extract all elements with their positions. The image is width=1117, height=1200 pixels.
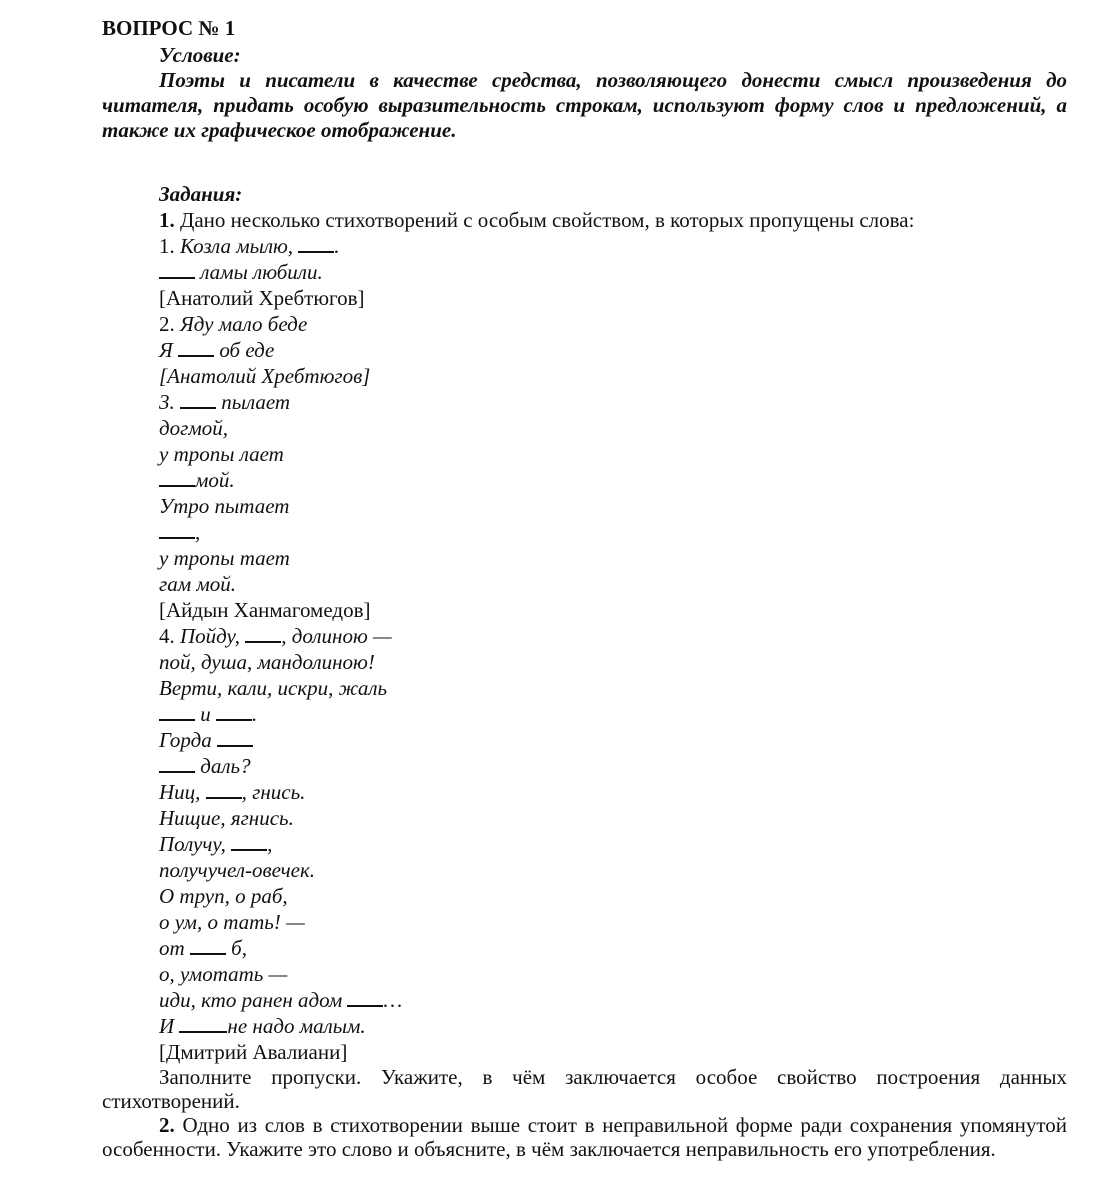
poem1-author: [Анатолий Хребтюгов] bbox=[159, 286, 365, 310]
poem4-line8: Нищие, ягнись. bbox=[159, 806, 294, 830]
blank bbox=[159, 753, 195, 773]
blank bbox=[298, 233, 334, 253]
poem3-author: [Айдын Ханмагомедов] bbox=[159, 598, 371, 622]
poem1-line2: ламы любили. bbox=[102, 259, 1067, 285]
poem4-line9: Получу, , bbox=[159, 832, 273, 856]
poem3-line7: у тропы тает bbox=[159, 546, 290, 570]
poem4-line1: 4. Пойду, , долиною — bbox=[159, 624, 392, 648]
blank bbox=[159, 519, 195, 539]
task2-text: Одно из слов в стихотворении выше стоит в неправильной форме ради сохранения упомянутой особенности. Укажите это слово и объясните, в чём заключается неправильность его употребления. bbox=[102, 1113, 1067, 1161]
blank bbox=[217, 727, 253, 747]
poem4-line13: от б, bbox=[159, 936, 247, 960]
poem4-line4: и . bbox=[102, 701, 1067, 727]
poem2-author: [Анатолий Хребтюгов] bbox=[159, 364, 371, 388]
poem2-line2: Я об еде bbox=[159, 338, 275, 362]
poem4-line7: Ниц, , гнись. bbox=[159, 780, 306, 804]
task1-question: Заполните пропуски. Укажите, в чём заключается особое свойство построения данных стихотворений. bbox=[102, 1065, 1067, 1113]
blank bbox=[245, 623, 281, 643]
poem3-line3: у тропы лает bbox=[159, 442, 284, 466]
poem4-line14: о, умотать — bbox=[159, 962, 288, 986]
blank bbox=[159, 701, 195, 721]
condition-label: Условие: bbox=[159, 43, 241, 67]
blank bbox=[206, 779, 242, 799]
poem4-line15: иди, кто ранен адом … bbox=[159, 988, 403, 1012]
poem3-line6: , bbox=[102, 519, 1067, 545]
tasks-label: Задания: bbox=[159, 182, 243, 206]
poem4-line6: даль? bbox=[102, 753, 1067, 779]
poem4-line12: о ум, о тать! — bbox=[159, 910, 305, 934]
poem4-line5: Горда bbox=[102, 727, 1067, 753]
poem4-line10: получучел-овечек. bbox=[159, 858, 316, 882]
task2 bbox=[102, 1113, 1067, 1161]
blank bbox=[179, 1013, 227, 1033]
condition-text: Поэты и писатели в качестве средства, позволяющего донести смысл произведения до читателя, придать особую выразительность строкам, используют форму слов и предложений, а также их графическое отображение. bbox=[102, 68, 1067, 142]
poem4-author: [Дмитрий Авалиани] bbox=[159, 1040, 348, 1064]
task1-number: 1. bbox=[159, 208, 175, 232]
blank bbox=[190, 935, 226, 955]
blank bbox=[216, 701, 252, 721]
task2-number: 2. bbox=[159, 1113, 175, 1137]
blank bbox=[178, 337, 214, 357]
poem3-line2: догмой, bbox=[159, 416, 228, 440]
poem2-line1: 2. Яду мало беде bbox=[159, 312, 308, 336]
task1-intro-text: Дано несколько стихотворений с особым свойством, в которых пропущены слова: bbox=[180, 208, 915, 232]
poem3-line1: 3. пылает bbox=[159, 390, 291, 414]
blank bbox=[347, 987, 383, 1007]
poem4-line11: О труп, о раб, bbox=[159, 884, 288, 908]
poem3-line4: мой. bbox=[102, 467, 1067, 493]
poem4-line2: пой, душа, мандолиною! bbox=[159, 650, 375, 674]
poem1-line1: 1. Козла мылю, . bbox=[159, 234, 340, 258]
task1-intro bbox=[102, 207, 1067, 233]
question-heading: ВОПРОС № 1 bbox=[102, 16, 236, 40]
poem3-line8: гам мой. bbox=[159, 572, 236, 596]
blank bbox=[180, 389, 216, 409]
poem3-line5: Утро пытает bbox=[159, 494, 290, 518]
blank bbox=[159, 259, 195, 279]
poem4-line3: Верти, кали, искри, жаль bbox=[159, 676, 388, 700]
blank bbox=[231, 831, 267, 851]
poem4-line16: И не надо малым. bbox=[159, 1014, 366, 1038]
blank bbox=[159, 467, 195, 487]
